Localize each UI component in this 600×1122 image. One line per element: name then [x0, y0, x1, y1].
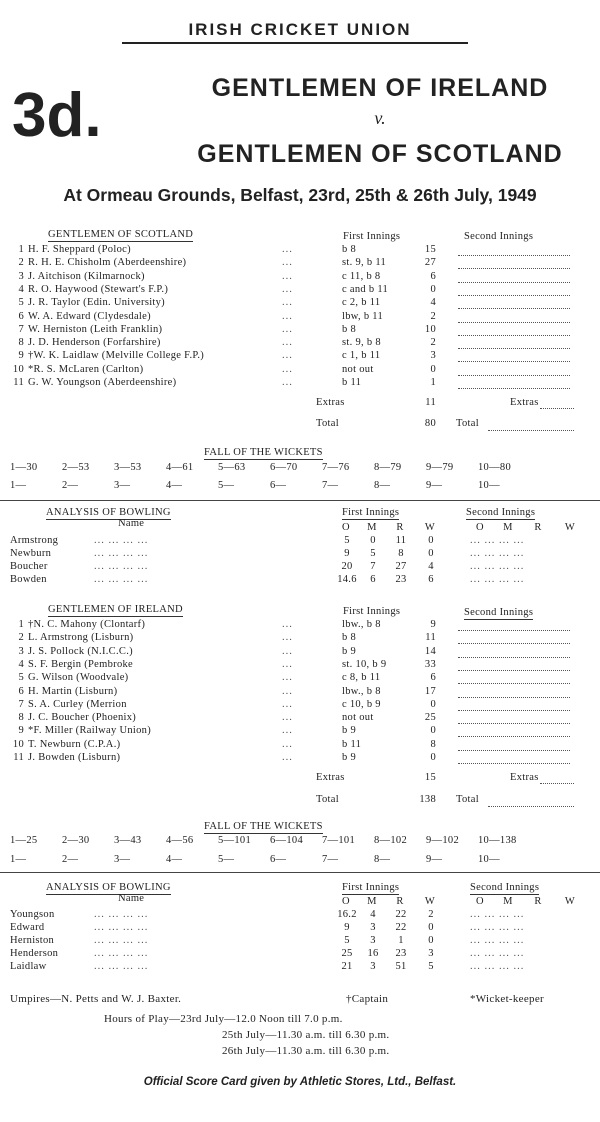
ireland-player-no: 9 — [18, 725, 24, 737]
ireland-second-innings-blank — [458, 709, 570, 711]
scotland-runs: 2 — [430, 337, 436, 349]
scotland-runs: 0 — [430, 283, 436, 295]
bowl1-figure: 5 — [370, 548, 376, 559]
bowl1-figure: 23 — [395, 574, 407, 585]
bowl2-bowler-dots: ... ... ... ... — [94, 922, 149, 933]
scotland-player-dots: ... — [282, 257, 293, 269]
bowl2-second-dots: ... ... ... ... — [470, 935, 525, 946]
ireland-player-no: 10 — [12, 738, 24, 750]
ireland-player-name: G. Wilson (Woodvale) — [28, 672, 129, 684]
ireland-player-name: S. A. Curley (Merrion — [28, 698, 127, 710]
bowl2-bowler-name: Henderson — [10, 948, 59, 959]
bowl1-bowler-dots: ... ... ... ... — [94, 535, 149, 546]
scotland-runs: 2 — [430, 310, 436, 322]
scotland-second-innings-label: Second Innings — [464, 231, 534, 242]
scotland-how-out: c 11, b 8 — [342, 270, 381, 282]
fow2-heading: FALL OF THE WICKETS — [204, 821, 323, 832]
ireland-player-no: 11 — [13, 752, 24, 763]
scotland-player-dots: ... — [282, 283, 293, 295]
fow1-first-entry: 7—76 — [322, 462, 350, 473]
bowl1-figure: 0 — [428, 535, 434, 546]
ireland-player-no: 2 — [18, 632, 24, 644]
bowl1-second-dots: ... ... ... ... — [470, 535, 525, 546]
bowl1-second-dots: ... ... ... ... — [470, 574, 525, 585]
fow2-first-entry: 5—101 — [218, 835, 251, 846]
team2-title: GENTLEMEN OF SCOTLAND — [197, 140, 563, 168]
bowl2-figure: 3 — [370, 961, 376, 972]
bowl2-col-head: W — [424, 896, 436, 907]
scotland-second-innings-blank — [458, 374, 570, 376]
fow1-first-entry: 9—79 — [426, 462, 454, 473]
scotland-total-value: 80 — [424, 418, 436, 429]
bowl2-figure: 3 — [370, 922, 376, 933]
bowl1-second-dots: ... ... ... ... — [470, 548, 525, 559]
fow1-second-entry: 6— — [270, 480, 287, 491]
scotland-player-dots: ... — [282, 310, 293, 322]
ireland-player-no: 1 — [18, 619, 24, 630]
scotland-runs: 0 — [430, 363, 436, 375]
ireland-second-innings-blank — [458, 722, 570, 724]
ireland-heading: GENTLEMEN OF IRELAND — [48, 604, 183, 615]
bowl1-figure: 14.6 — [337, 574, 357, 585]
bowl2-second-dots: ... ... ... ... — [470, 961, 525, 972]
ireland-total2-label: Total — [456, 794, 479, 805]
scotland-how-out: st. 9, b 11 — [342, 257, 387, 269]
scotland-player-dots: ... — [282, 244, 293, 255]
ireland-player-name: S. F. Bergin (Pembroke — [28, 658, 134, 670]
fow2-second-entry: 2— — [62, 854, 79, 865]
bowl2-figure: 22 — [395, 922, 407, 933]
scotland-player-name: *R. S. McLaren (Carlton) — [28, 363, 144, 375]
scotland-runs: 3 — [430, 350, 436, 362]
bowl1-heading: ANALYSIS OF BOWLING — [46, 507, 171, 518]
ireland-how-out: st. 10, b 9 — [342, 658, 387, 670]
ireland-player-name: J. S. Pollock (N.I.C.C.) — [28, 645, 133, 657]
fow1-second-entry: 5— — [218, 480, 235, 491]
scotland-how-out: not out — [342, 363, 374, 375]
bowl1-col-head: O — [342, 522, 350, 533]
bowl2-figure: 16.2 — [337, 909, 357, 920]
scotland-player-dots: ... — [282, 363, 293, 375]
scotland-runs: 10 — [424, 323, 436, 335]
fow2-first-entry: 7—101 — [322, 835, 355, 846]
bowl2-figure: 3 — [428, 948, 434, 959]
bowl2-bowler-dots: ... ... ... ... — [94, 961, 149, 972]
scotland-extras2-label: Extras — [510, 397, 539, 408]
bowl2-bowler-name: Herniston — [10, 935, 55, 946]
fow2-first-entry: 4—56 — [166, 835, 194, 846]
ireland-extras-label: Extras — [316, 772, 345, 783]
scotland-second-innings-blank — [458, 347, 570, 349]
bowl1-figure: 0 — [428, 548, 434, 559]
ireland-player-name: †N. C. Mahony (Clontarf) — [28, 619, 146, 630]
bowl2-figure: 4 — [370, 909, 376, 920]
bowl1-bowler-name: Armstrong — [10, 535, 59, 546]
ireland-runs: 0 — [430, 698, 436, 710]
union-underline — [122, 42, 468, 44]
scotland-how-out: b 11 — [342, 377, 362, 388]
bowl2-second-dots: ... ... ... ... — [470, 909, 525, 920]
fow2-first-entry: 10—138 — [478, 835, 517, 846]
scotland-player-name: G. W. Youngson (Aberdeenshire) — [28, 377, 177, 388]
bowl2-col-head: O — [342, 896, 350, 907]
bowl2-col-head-2: M — [503, 896, 513, 907]
ireland-second-innings-blank — [458, 669, 570, 671]
bowl2-col-head-2: O — [476, 896, 484, 907]
bowl1-col-head: R — [396, 522, 404, 533]
scotland-second-innings-blank — [458, 281, 570, 283]
scotland-player-no: 1 — [18, 244, 24, 255]
bowl1-figure: 5 — [344, 535, 350, 546]
scotland-player-dots: ... — [282, 377, 293, 388]
scotland-player-dots: ... — [282, 337, 293, 349]
bowl1-figure: 4 — [428, 561, 434, 572]
ireland-player-dots: ... — [282, 685, 293, 697]
scotland-runs: 15 — [424, 244, 436, 255]
scotland-player-dots: ... — [282, 323, 293, 335]
scotland-runs: 6 — [430, 270, 436, 282]
scotland-extras-label: Extras — [316, 397, 345, 408]
scotland-how-out: b 8 — [342, 244, 357, 255]
ireland-how-out: c 8, b 11 — [342, 672, 381, 684]
ireland-how-out: b 11 — [342, 738, 362, 750]
bowl1-col-head: M — [367, 522, 377, 533]
venue: At Ormeau Grounds, Belfast, 23rd, 25th & 26th July, 1949 — [63, 185, 537, 205]
bowl1-bowler-dots: ... ... ... ... — [94, 561, 149, 572]
bowl2-heading: ANALYSIS OF BOWLING — [46, 882, 171, 893]
fow1-first-entry: 10—80 — [478, 462, 511, 473]
fow2-second-entry: 4— — [166, 854, 183, 865]
price: 3d. — [12, 81, 102, 150]
fow2-first-entry: 2—30 — [62, 835, 90, 846]
bowl1-col-head-2: O — [476, 522, 484, 533]
versus: v. — [374, 108, 386, 128]
bowl2-col-head-2: W — [564, 896, 576, 907]
ireland-player-dots: ... — [282, 738, 293, 750]
fow1-second-entry: 2— — [62, 480, 79, 491]
fow2-second-entry: 6— — [270, 854, 287, 865]
bowl2-figure: 22 — [395, 909, 407, 920]
scotland-player-no: 2 — [18, 257, 24, 269]
bowl2-figure: 0 — [428, 922, 434, 933]
captain-key: †Captain — [346, 993, 389, 1005]
ireland-player-dots: ... — [282, 658, 293, 670]
ireland-player-no: 3 — [18, 645, 24, 657]
scotland-player-name: J. R. Taylor (Edin. University) — [28, 297, 165, 309]
fow2-second-entry: 9— — [426, 854, 443, 865]
fow1-first-entry: 4—61 — [166, 462, 194, 473]
bowl1-col-head-2: M — [503, 522, 513, 533]
hours-line-1: Hours of Play—23rd July—12.0 Noon till 7.0 p.m. — [104, 1013, 343, 1025]
bowl2-figure: 51 — [395, 961, 407, 972]
ireland-runs: 14 — [424, 645, 436, 657]
bowl2-figure: 25 — [341, 948, 353, 959]
ireland-player-dots: ... — [282, 632, 293, 644]
fow1-first-entry: 5—63 — [218, 462, 246, 473]
scotland-player-name: J. Aitchison (Kilmarnock) — [28, 270, 145, 282]
fow1-second-entry: 7— — [322, 480, 339, 491]
fow2-first-entry: 1—25 — [10, 835, 38, 846]
ireland-player-name: L. Armstrong (Lisburn) — [28, 632, 134, 644]
ireland-player-name: H. Martin (Lisburn) — [28, 685, 118, 697]
bowl1-bowler-dots: ... ... ... ... — [94, 574, 149, 585]
bowl2-figure: 1 — [398, 935, 404, 946]
ireland-player-dots: ... — [282, 725, 293, 737]
scotland-player-no: 10 — [12, 363, 24, 375]
ireland-second-innings-blank — [458, 642, 570, 644]
scotland-second-innings-blank — [458, 294, 570, 296]
ireland-how-out: b 8 — [342, 632, 357, 644]
bowl1-col-head: W — [424, 522, 436, 533]
bowl1-bowler-dots: ... ... ... ... — [94, 548, 149, 559]
ireland-runs: 25 — [424, 712, 436, 724]
team1-title: GENTLEMEN OF IRELAND — [211, 74, 549, 102]
fow2-second-entry: 3— — [114, 854, 131, 865]
bowl1-figure: 27 — [395, 561, 407, 572]
scotland-player-dots: ... — [282, 297, 293, 309]
scotland-player-no: 6 — [18, 310, 24, 322]
bowl1-figure: 7 — [370, 561, 376, 572]
ireland-how-out: b 9 — [342, 752, 357, 763]
official-credit: Official Score Card given by Athletic Stores, Ltd., Belfast. — [143, 1076, 457, 1088]
ireland-how-out: lbw., b 8 — [342, 685, 381, 697]
ireland-player-no: 6 — [18, 685, 24, 697]
bowl1-second-dots: ... ... ... ... — [470, 561, 525, 572]
scotland-total-label: Total — [316, 418, 339, 429]
ireland-runs: 0 — [430, 752, 436, 763]
fow2-first-entry: 6—104 — [270, 835, 303, 846]
bowl2-second-dots: ... ... ... ... — [470, 948, 525, 959]
scotland-second-innings-blank — [458, 307, 570, 309]
scotland-heading: GENTLEMEN OF SCOTLAND — [48, 229, 194, 240]
ireland-runs: 17 — [424, 685, 436, 697]
bowl2-col-head: M — [367, 896, 377, 907]
fow1-second-entry: 9— — [426, 480, 443, 491]
ireland-second-innings-blank — [458, 656, 570, 658]
ireland-how-out: c 10, b 9 — [342, 698, 381, 710]
ireland-how-out: b 9 — [342, 645, 357, 657]
ireland-total-label: Total — [316, 794, 339, 805]
scotland-player-name: R. H. E. Chisholm (Aberdeenshire) — [28, 257, 187, 269]
scotland-player-no: 11 — [13, 377, 24, 388]
ireland-runs: 9 — [430, 619, 436, 630]
scotland-second-innings-blank — [458, 254, 570, 256]
fow2-second-entry: 10— — [478, 854, 500, 865]
scotland-runs: 27 — [424, 257, 436, 269]
fow1-heading: FALL OF THE WICKETS — [204, 447, 323, 458]
ireland-second-innings-blank — [458, 696, 570, 698]
scotland-player-dots: ... — [282, 270, 293, 282]
ireland-second-innings-blank — [458, 762, 570, 764]
bowl2-first-label: First Innings — [342, 882, 400, 893]
bowl2-figure: 0 — [428, 935, 434, 946]
scotland-how-out: lbw, b 11 — [342, 310, 384, 322]
ireland-player-dots: ... — [282, 645, 293, 657]
ireland-how-out: lbw., b 8 — [342, 619, 381, 630]
ireland-player-no: 4 — [18, 658, 24, 670]
fow1-second-entry: 3— — [114, 480, 131, 491]
scotland-player-no: 3 — [18, 270, 24, 282]
bowl2-figure: 5 — [344, 935, 350, 946]
scotland-player-no: 9 — [18, 350, 24, 362]
scotland-total2-label: Total — [456, 418, 479, 429]
scotland-how-out: c 1, b 11 — [342, 350, 381, 362]
scotland-how-out: b 8 — [342, 323, 357, 335]
scotland-player-name: W. Herniston (Leith Franklin) — [28, 323, 163, 335]
ireland-player-no: 8 — [18, 712, 24, 724]
ireland-player-name: J. C. Boucher (Phoenix) — [28, 712, 137, 724]
bowl1-figure: 9 — [344, 548, 350, 559]
ireland-second-innings-blank — [458, 749, 570, 751]
scotland-second-innings-blank — [458, 360, 570, 362]
ireland-extras2-label: Extras — [510, 772, 539, 783]
ireland-player-dots: ... — [282, 698, 293, 710]
ireland-second-innings-blank — [458, 629, 570, 631]
keeper-key: *Wicket-keeper — [470, 993, 544, 1005]
scotland-player-dots: ... — [282, 350, 293, 362]
scotland-player-name: J. D. Henderson (Forfarshire) — [28, 337, 161, 349]
scotland-player-name: †W. K. Laidlaw (Melville College F.P.) — [28, 350, 205, 362]
bowl2-bowler-dots: ... ... ... ... — [94, 935, 149, 946]
fow2-first-entry: 8—102 — [374, 835, 407, 846]
fow1-first-entry: 2—53 — [62, 462, 90, 473]
bowl2-bowler-dots: ... ... ... ... — [94, 909, 149, 920]
ireland-player-no: 5 — [18, 672, 24, 684]
scotland-player-no: 5 — [18, 297, 24, 309]
bowl1-col-head-2: R — [534, 522, 542, 533]
ireland-total-value: 138 — [419, 794, 436, 805]
bowl2-second-label: Second Innings — [470, 882, 540, 893]
scotland-how-out: c 2, b 11 — [342, 297, 381, 309]
bowl2-col-head: R — [396, 896, 404, 907]
ireland-player-name: *F. Miller (Railway Union) — [28, 725, 152, 737]
fow2-second-entry: 5— — [218, 854, 235, 865]
union-title: IRISH CRICKET UNION — [188, 20, 412, 39]
fow1-second-entry: 1— — [10, 480, 27, 491]
scotland-player-no: 8 — [18, 337, 24, 349]
bowl1-second-label: Second Innings — [466, 507, 536, 518]
bowl2-figure: 21 — [341, 961, 353, 972]
ireland-how-out: b 9 — [342, 725, 357, 737]
bowl2-bowler-dots: ... ... ... ... — [94, 948, 149, 959]
ireland-player-dots: ... — [282, 712, 293, 724]
fow2-first-entry: 9—102 — [426, 835, 459, 846]
ireland-runs: 8 — [430, 738, 436, 750]
umpires: Umpires—N. Petts and W. J. Baxter. — [10, 993, 182, 1005]
scotland-second-innings-blank — [458, 267, 570, 269]
bowl1-bowler-name: Newburn — [10, 548, 52, 559]
scotland-player-no: 4 — [18, 283, 24, 295]
bowl2-bowler-name: Youngson — [10, 909, 55, 920]
bowl2-name-label: Name — [118, 893, 145, 904]
scotland-how-out: c and b 11 — [342, 283, 389, 295]
hours-line-2: 25th July—11.30 a.m. till 6.30 p.m. — [222, 1029, 390, 1041]
bowl1-name-label: Name — [118, 518, 145, 529]
bowl1-figure: 0 — [370, 535, 376, 546]
ireland-player-dots: ... — [282, 672, 293, 684]
ireland-runs: 0 — [430, 725, 436, 737]
fow2-first-entry: 3—43 — [114, 835, 142, 846]
bowl2-figure: 9 — [344, 922, 350, 933]
scotland-runs: 1 — [430, 377, 436, 388]
ireland-how-out: not out — [342, 712, 374, 724]
fow2-second-entry: 1— — [10, 854, 27, 865]
bowl2-bowler-name: Edward — [10, 922, 45, 933]
scotland-runs: 4 — [430, 297, 436, 309]
bowl1-figure: 20 — [341, 561, 353, 572]
bowl1-bowler-name: Boucher — [10, 561, 48, 572]
scotland-first-innings-label: First Innings — [343, 231, 401, 242]
bowl2-second-dots: ... ... ... ... — [470, 922, 525, 933]
bowl1-figure: 8 — [398, 548, 404, 559]
ireland-runs: 33 — [424, 658, 436, 670]
ireland-player-no: 7 — [18, 698, 24, 710]
scotland-player-name: W. A. Edward (Clydesdale) — [28, 310, 151, 322]
fow1-first-entry: 6—70 — [270, 462, 298, 473]
hours-line-3: 26th July—11.30 a.m. till 6.30 p.m. — [222, 1045, 390, 1057]
bowl2-figure: 2 — [428, 909, 434, 920]
bowl2-figure: 3 — [370, 935, 376, 946]
ireland-player-name: J. Bowden (Lisburn) — [28, 752, 121, 763]
scotland-extras-value: 11 — [425, 397, 436, 408]
bowl2-figure: 16 — [367, 948, 379, 959]
fow1-second-entry: 8— — [374, 480, 391, 491]
bowl2-bowler-name: Laidlaw — [10, 961, 47, 972]
bowl1-col-head-2: W — [564, 522, 576, 533]
fow1-second-entry: 4— — [166, 480, 183, 491]
bowl1-figure: 6 — [428, 574, 434, 585]
scotland-second-innings-blank — [458, 334, 570, 336]
bowl2-col-head-2: R — [534, 896, 542, 907]
scotland-player-name: R. O. Haywood (Stewart's F.P.) — [28, 283, 169, 295]
bowl1-bowler-name: Bowden — [10, 574, 47, 585]
scotland-how-out: st. 9, b 8 — [342, 337, 381, 349]
scotland-player-name: H. F. Sheppard (Poloc) — [28, 244, 131, 255]
scotland-second-innings-blank — [458, 387, 570, 389]
ireland-player-name: T. Newburn (C.P.A.) — [28, 738, 121, 750]
ireland-runs: 11 — [425, 632, 436, 644]
fow2-second-entry: 8— — [374, 854, 391, 865]
fow1-second-entry: 10— — [478, 480, 500, 491]
fow1-first-entry: 3—53 — [114, 462, 142, 473]
ireland-second-innings-blank — [458, 735, 570, 737]
ireland-first-innings-label: First Innings — [343, 606, 401, 617]
fow1-first-entry: 8—79 — [374, 462, 402, 473]
bowl1-figure: 6 — [370, 574, 376, 585]
ireland-second-innings-label: Second Innings — [464, 607, 534, 618]
ireland-extras-value: 15 — [424, 772, 436, 783]
ireland-player-dots: ... — [282, 752, 293, 763]
scotland-player-no: 7 — [18, 323, 24, 335]
bowl2-figure: 5 — [428, 961, 434, 972]
ireland-runs: 6 — [430, 672, 436, 684]
fow1-first-entry: 1—30 — [10, 462, 38, 473]
bowl1-figure: 11 — [395, 535, 407, 546]
ireland-player-dots: ... — [282, 619, 293, 630]
bowl2-figure: 23 — [395, 948, 407, 959]
ireland-second-innings-blank — [458, 682, 570, 684]
scotland-second-innings-blank — [458, 321, 570, 323]
bowl1-first-label: First Innings — [342, 507, 400, 518]
fow2-second-entry: 7— — [322, 854, 339, 865]
